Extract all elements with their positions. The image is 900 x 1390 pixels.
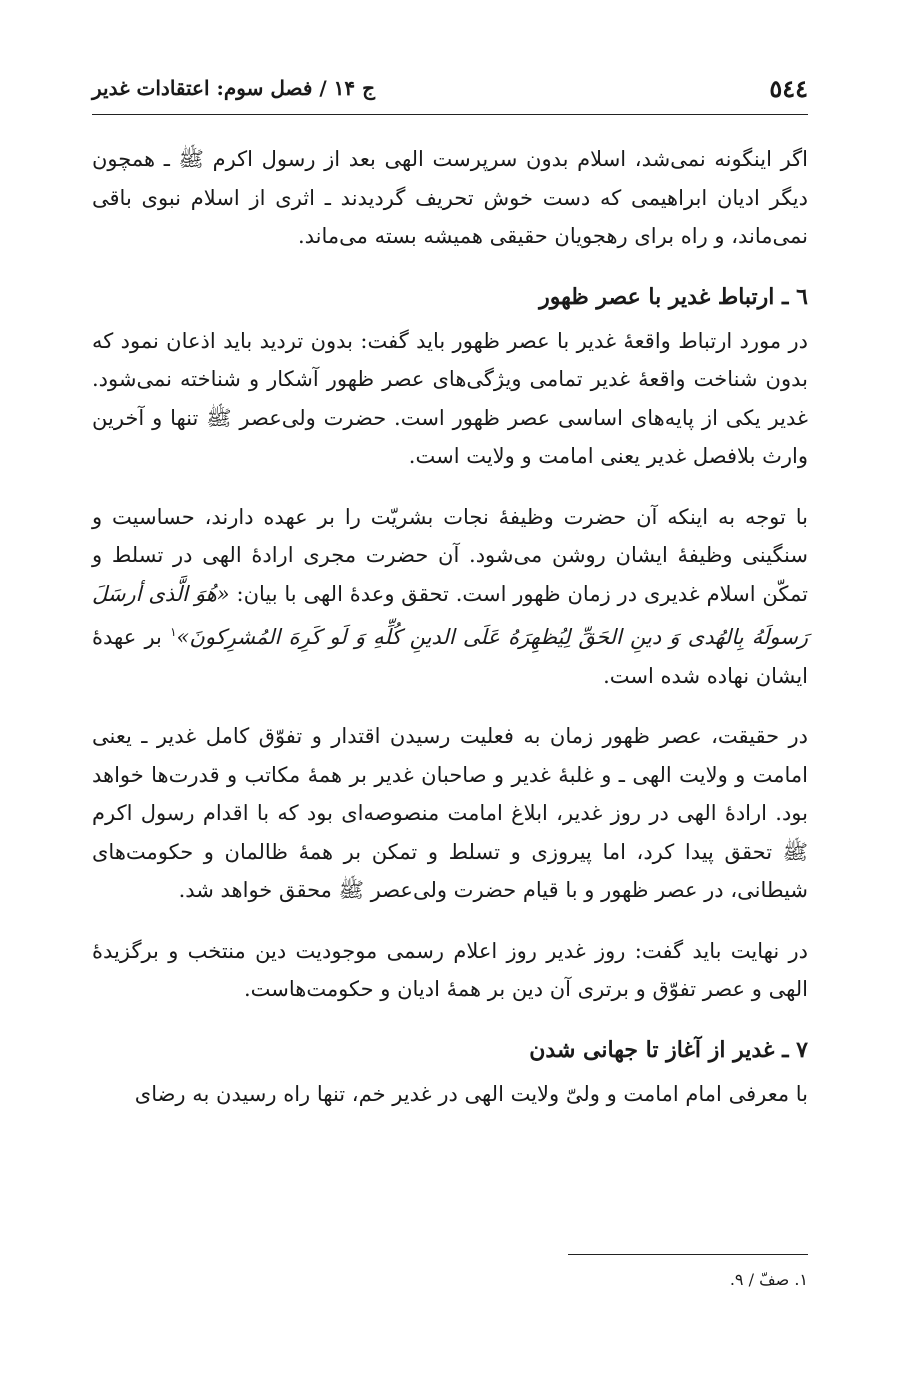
footnote: ۱. صفّ / ۹. (729, 1270, 808, 1289)
page-number: ٥٤٤ (769, 73, 808, 103)
section-heading: ۷ ـ غدیر از آغاز تا جهانی شدن (529, 1036, 808, 1063)
section-heading: ٦ ـ ارتباط غدیر با عصر ظهور (539, 283, 808, 310)
footnote-divider (568, 1254, 808, 1255)
paragraph-text: با توجه به اینکه آن حضرت وظیفهٔ نجات بشریّت را بر عهده دارند، حساسیت و سنگینی وظیفهٔ ایشان روشن می‌شود. آن حضرت مجری ارادهٔ الهی در تسلط و تمکّن اسلام غدیری در زمان ظهور است. تحقق وعدهٔ الهی با بیان: (92, 504, 808, 606)
paragraph: در نهایت باید گفت: روز غدیر روز اعلام رسمی موجودیت دین منتخب و برگزیدهٔ الهی و عصر تفوّق و برتری آن دین بر همهٔ ادیان و حکومت‌هاست. (92, 938, 808, 1001)
page-header (92, 62, 808, 115)
paragraph: در مورد ارتباط واقعهٔ غدیر با عصر ظهور باید گفت: بدون تردید باید اذعان نمود که بدون شناخت واقعهٔ غدیر تمامی ویژگی‌های عصر ظهور آشکار و شناخته نمی‌شود. غدیر یکی از پایه‌های اساسی عصر ظهور است. حضرت ولی‌عصر ﷺ تنها و آخرین وارث بلافصل غدیر یعنی امامت و ولایت است. (92, 328, 808, 468)
paragraph-text: بر عهدهٔ ایشان نهاده شده است. (92, 625, 808, 688)
footnote-marker: ۱ (170, 625, 177, 639)
running-title: ج ۱۴ / فصل سوم: اعتقادات غدیر (92, 76, 375, 100)
paragraph (92, 498, 808, 696)
paragraph: با معرفی امام امامت و ولیّ ولایت الهی در غدیر خم، تنها راه رسیدن به رضای (134, 1081, 808, 1106)
paragraph: اگر اینگونه نمی‌شد، اسلام بدون سرپرست الهی بعد از رسول اکرم ﷺ ـ همچون دیگر ادیان ابراهیمی که دست خوش تحریف گردیدند ـ اثری از اسلام نبوی باقی نمی‌ماند، و راه برای رهجویان حقیقی همیشه بسته می‌ماند. (92, 147, 808, 248)
paragraph: در حقیقت، عصر ظهور زمان به فعلیت رسیدن اقتدار و تفوّق کامل غدیر ـ یعنی امامت و ولایت الهی ـ و غلبهٔ غدیر و صاحبان غدیر بر همهٔ مکاتب و قدرت‌ها خواهد بود. ارادهٔ الهی در روز غدیر، ابلاغ امامت منصوصه‌ای بود که با اقدام رسول اکرم ﷺ تحقق پیدا کرد، اما پیروزی و تسلط و تمکن بر همهٔ ظالمان و حکومت‌های شیطانی، در عصر ظهور و با قیام حضرت ولی‌عصر ﷺ محقق خواهد شد. (92, 724, 808, 902)
quran-quote: «هُوَ الَّذی أرسَلَ رَسولَهُ بِالهُدی وَ دینِ الحَقِّ لِیُظهِرَهُ عَلَی الدینِ کُلِّهِ وَ لَو کَرِهَ المُشرِکونَ» (92, 581, 808, 649)
page-body (92, 140, 808, 1135)
